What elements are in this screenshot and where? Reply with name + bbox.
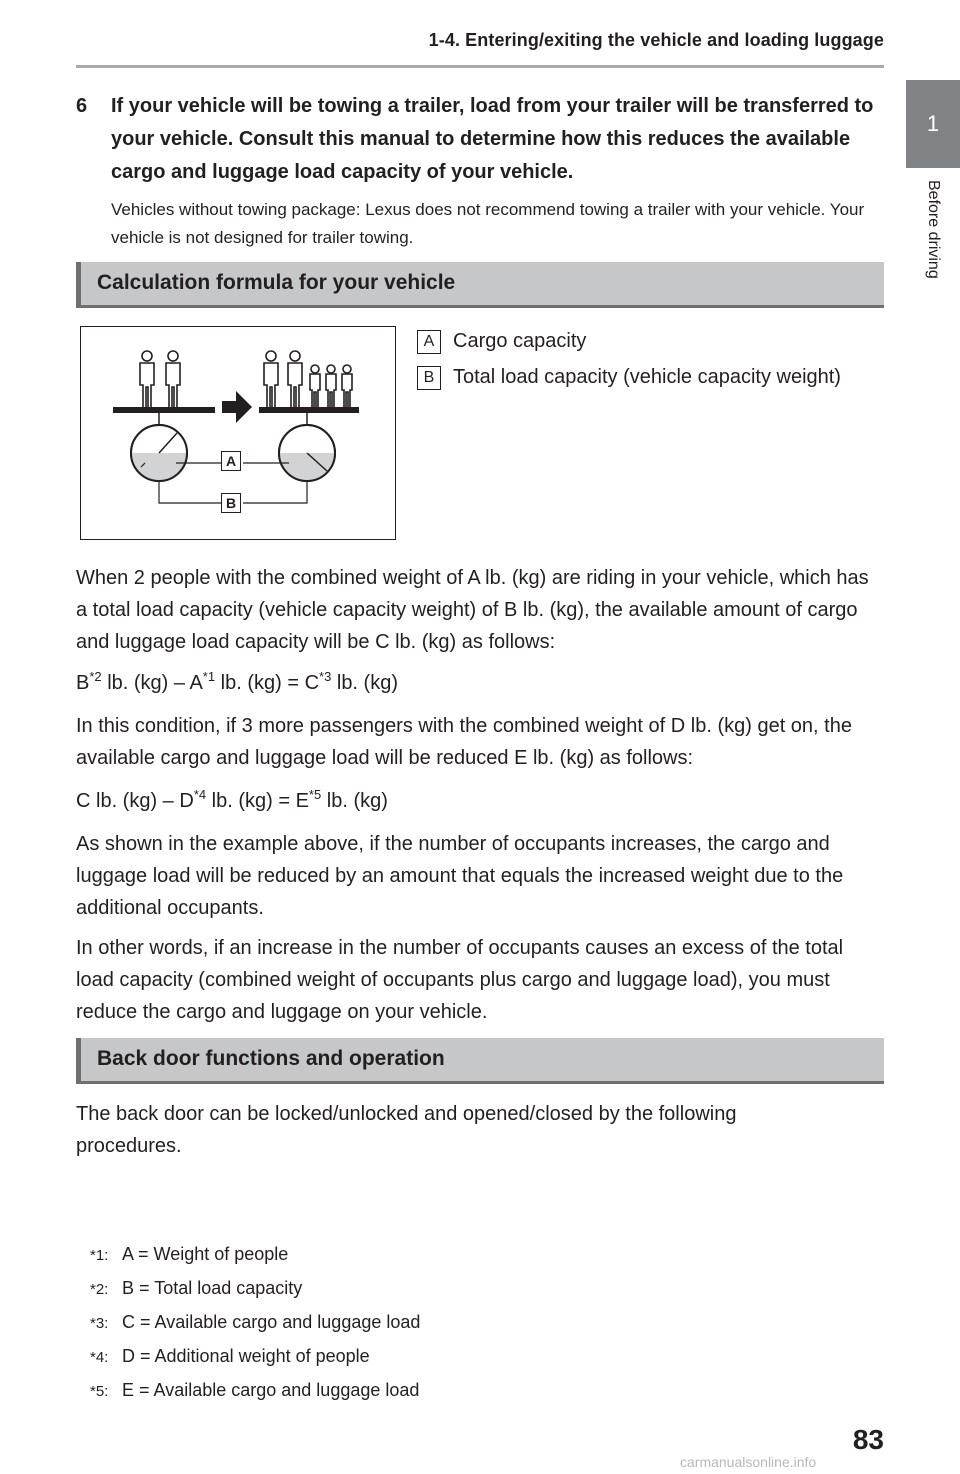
- formula-1: [76, 669, 398, 695]
- platform-right-icon: [259, 407, 359, 413]
- footnote-mark: *1:: [90, 1247, 109, 1264]
- people-right-icon: [264, 351, 352, 409]
- legend-badge-a: A: [417, 330, 441, 354]
- footnote-ref-5: *5: [308, 787, 322, 802]
- step-6: [76, 90, 886, 189]
- gauge-right-icon: [279, 425, 335, 481]
- formula-2-part-2: lb. (kg) = E: [206, 790, 309, 812]
- arrow-right-icon: [222, 391, 252, 423]
- footnote-ref-4: *4: [193, 787, 207, 802]
- formula-2-part-3: lb. (kg): [321, 790, 388, 812]
- footnote-ref-1: *1: [202, 669, 216, 684]
- chapter-tab: [906, 80, 960, 168]
- paragraph-back-door: The back door can be locked/unlocked and opened/closed by the following procedures.: [76, 1103, 737, 1157]
- step-number: 6: [76, 95, 88, 117]
- legend-badge-b: B: [417, 366, 441, 390]
- legend-text-b: Total load capacity (vehicle capacity weight): [453, 366, 841, 388]
- formula-1-part-4: lb. (kg): [331, 672, 398, 694]
- paragraph-excess-warning: In other words, if an increase in the number of occupants causes an excess of the total load capacity (combined weight of occupants plus cargo and luggage load), you must reduce the cargo and luggage on your vehicle.: [76, 937, 844, 1023]
- footnote-text: D = Additional weight of people: [122, 1346, 370, 1366]
- figure-label-a: A: [221, 451, 241, 471]
- platform-left-icon: [113, 407, 215, 413]
- footnote-text: C = Available cargo and luggage load: [122, 1312, 421, 1332]
- step-note: Vehicles without towing package: Lexus does not recommend towing a trailer with your vehicle. Your vehicle is not designed for trailer towing.: [111, 200, 865, 247]
- step-text: If your vehicle will be towing a trailer, load from your trailer will be transferred to your vehicle. Consult this manual to determine how this reduces the available cargo and luggage load capacity of your vehicle.: [111, 95, 874, 183]
- page-number: 83: [852, 1424, 884, 1455]
- formula-2: [76, 787, 388, 813]
- footnote-text: E = Available cargo and luggage load: [122, 1380, 420, 1400]
- formula-2-part-1: C lb. (kg) – D: [76, 790, 194, 812]
- legend-text-a: Cargo capacity: [453, 330, 587, 352]
- footnote-mark: *5:: [90, 1383, 109, 1400]
- formula-1-b: B: [76, 672, 90, 694]
- footnote-mark: *3:: [90, 1315, 109, 1332]
- footnote-mark: *2:: [90, 1281, 109, 1298]
- chapter-number: 1: [926, 111, 940, 136]
- chapter-label-text: Before driving: [925, 180, 942, 279]
- formula-1-part-3: lb. (kg) = C: [215, 672, 320, 694]
- paragraph-example-2: In this condition, if 3 more passengers with the combined weight of D lb. (kg) get on, the available cargo and luggage load will be reduced E lb. (kg) as follows:: [76, 715, 852, 769]
- footnote-text: B = Total load capacity: [122, 1278, 303, 1298]
- footnote-ref-3: *3: [319, 669, 332, 684]
- figure-label-b: B: [221, 493, 241, 513]
- section-header-back-door: [76, 1038, 884, 1084]
- footnote-text: A = Weight of people: [122, 1244, 289, 1264]
- load-capacity-figure: [80, 326, 396, 540]
- paragraph-example-1: When 2 people with the combined weight of A lb. (kg) are riding in your vehicle, which has a total load capacity (vehicle capacity weight) of B lb. (kg), the available amount of cargo and luggage load capacity will be C lb. (kg) as follows:: [76, 567, 869, 653]
- gauge-left-icon: [131, 425, 187, 481]
- header-divider: [76, 65, 884, 68]
- footnote-ref-2: *2: [89, 669, 102, 684]
- chapter-label: [902, 180, 960, 300]
- section-title: 1-4. Entering/exiting the vehicle and loading luggage: [428, 30, 884, 50]
- section-title-calculation: Calculation formula for your vehicle: [97, 271, 456, 294]
- section-title-back-door: Back door functions and operation: [97, 1047, 445, 1070]
- paragraph-explanation: As shown in the example above, if the number of occupants increases, the cargo and luggage load will be reduced by an amount that equals the increased weight due to the additional occupants.: [76, 833, 844, 919]
- formula-1-part-2: lb. (kg) – A: [101, 672, 203, 694]
- section-header-calculation: [76, 262, 884, 308]
- people-left-icon: [140, 351, 180, 409]
- footnote-mark: *4:: [90, 1349, 109, 1366]
- watermark[interactable]: carmanualsonline.info: [680, 1454, 817, 1470]
